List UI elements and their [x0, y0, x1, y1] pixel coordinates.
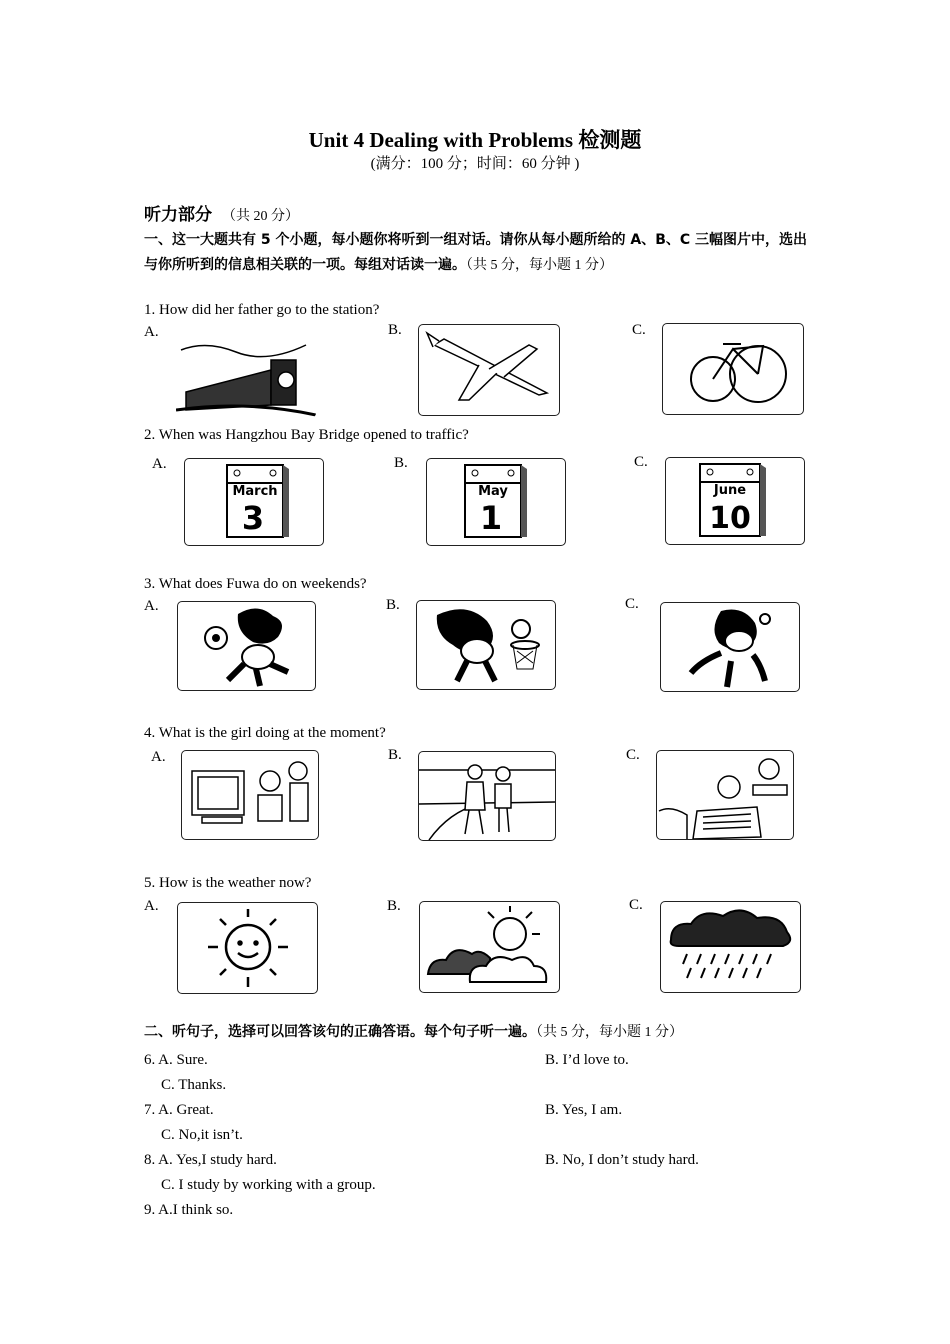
part1-instruction-text: 一、这一大题共有 5 个小题，每小题你将听到一组对话。请你从每小题所给的 A、B、C 三幅图片中，选出与你所听到的信息相关联的一项。每组对话读一遍。 [144, 232, 808, 273]
q6-option-c: C. Thanks. [161, 1077, 227, 1093]
calendar-may-image [426, 458, 566, 546]
cloudy-image [419, 901, 560, 993]
question-3: 3. What does Fuwa do on weekends? [144, 576, 367, 592]
calendar-c-day: 10 [709, 501, 751, 536]
rainy-image [660, 901, 801, 993]
option-b-label: B. [386, 597, 400, 613]
airplane-image [418, 324, 560, 416]
part2-instruction [144, 1020, 808, 1045]
option-b-label: B. [387, 898, 401, 914]
option-c-label: C. [629, 897, 643, 913]
option-a-label: A. [144, 324, 159, 340]
section-note: （共 20 分） [222, 209, 299, 224]
computer-image [181, 750, 319, 840]
section-heading [144, 200, 299, 225]
option-c-label: C. [632, 322, 646, 338]
calendar-a-month: March [232, 484, 278, 499]
fuwa-soccer-image [177, 601, 316, 691]
calendar-march-image [184, 458, 324, 546]
q7-option-a: 7. A. Great. [144, 1102, 214, 1118]
part1-instruction [144, 228, 808, 278]
q9-option-a: 9. A.I think so. [144, 1202, 234, 1218]
q6-option-b: B. I’d love to. [545, 1052, 629, 1068]
part2-instruction-text: 二、听句子，选择可以回答该句的正确答语。每个句子听一遍。 [144, 1024, 536, 1040]
walking-image [418, 751, 556, 841]
calendar-a-day: 3 [241, 499, 265, 537]
q6-option-a: 6. A. Sure. [144, 1052, 208, 1068]
question-4: 4. What is the girl doing at the moment? [144, 725, 386, 741]
sunny-image [177, 902, 318, 994]
page-subtitle: (满分：100 分；时间：60 分钟 ) [370, 156, 580, 172]
calendar-june-image [665, 457, 805, 545]
q7-option-c: C. No,it isn’t. [161, 1127, 243, 1143]
part1-instruction-note: （共 5 分，每小题 1 分） [466, 258, 613, 273]
calendar-b-day: 1 [479, 499, 503, 537]
reading-newspaper-image [656, 750, 794, 840]
option-c-label: C. [634, 454, 648, 470]
train-image [176, 330, 316, 418]
q8-option-a: 8. A. Yes,I study hard. [144, 1152, 277, 1168]
option-b-label: B. [394, 455, 408, 471]
calendar-c-month: June [713, 483, 747, 498]
q8-option-c: C. I study by working with a group. [161, 1177, 376, 1193]
question-5: 5. How is the weather now? [144, 875, 312, 891]
question-2: 2. When was Hangzhou Bay Bridge opened to traffic? [144, 427, 469, 443]
option-c-label: C. [625, 596, 639, 612]
fuwa-dancing-image [660, 602, 800, 692]
option-a-label: A. [144, 598, 159, 614]
bicycle-image [662, 323, 804, 415]
page-title: Unit 4 Dealing with Problems 检测题 [308, 128, 642, 152]
option-a-label: A. [151, 749, 166, 765]
question-1: 1. How did her father go to the station? [144, 302, 380, 318]
option-b-label: B. [388, 747, 402, 763]
part2-instruction-note: （共 5 分，每小题 1 分） [536, 1025, 683, 1040]
calendar-b-month: May [478, 484, 508, 499]
section-title: 听力部分 [144, 205, 212, 225]
q8-option-b: B. No, I don’t study hard. [545, 1152, 699, 1168]
option-a-label: A. [144, 898, 159, 914]
fuwa-basketball-image [416, 600, 556, 690]
option-c-label: C. [626, 747, 640, 763]
option-b-label: B. [388, 322, 402, 338]
q7-option-b: B. Yes, I am. [545, 1102, 623, 1118]
option-a-label: A. [152, 456, 167, 472]
